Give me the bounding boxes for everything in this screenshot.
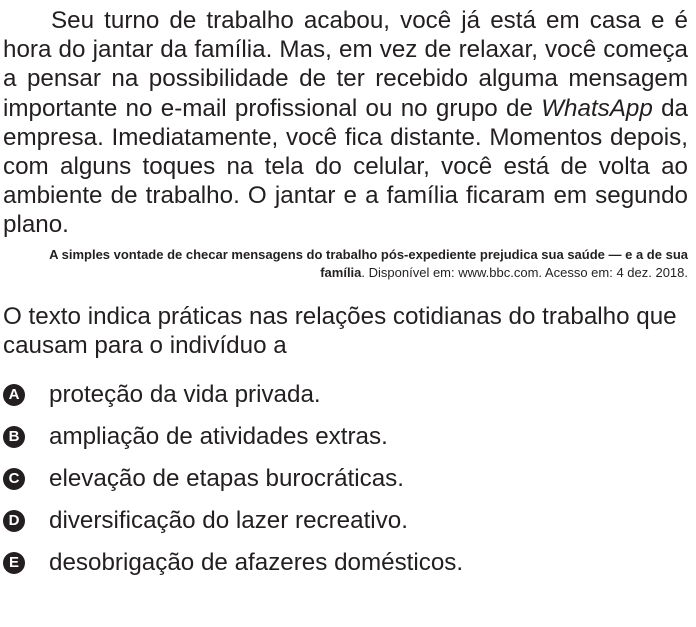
option-letter-badge: A [3,384,25,406]
option-text: diversificação do lazer recreativo. [49,507,408,535]
source-citation [3,246,688,282]
option-a[interactable] [3,374,688,416]
option-c[interactable] [3,458,688,500]
passage-emphasis: WhatsApp [541,94,653,122]
option-letter-badge: D [3,510,25,532]
answer-options [3,374,688,584]
passage-part-1: Seu turno de trabalho acabou, você já está em casa e é hora do jantar da família. Mas, em vez de relaxar, você começa a pensar na possibilidade de ter recebido alguma mensagem importante no e-mail profissional ou no grupo de [3,7,688,122]
source-details: . Disponível em: www.bbc.com. Acesso em: 4 dez. 2018. [361,264,688,280]
option-text: ampliação de atividades extras. [49,423,388,451]
option-letter-badge: C [3,468,25,490]
option-text: desobrigação de afazeres domésticos. [49,549,464,577]
option-letter-badge: E [3,552,25,574]
passage-part-2: da empresa. Imediatamente, você fica distante. Momentos depois, com alguns toques na tela do celular, você está de volta ao ambiente de trabalho. O jantar e a família ficaram em segundo plano. [3,94,688,239]
question-stem: O texto indica práticas nas relações cotidianas do trabalho que causam para o indivíduo a [3,302,677,359]
option-letter-badge: B [3,426,25,448]
source-title: A simples vontade de checar mensagens do trabalho pós-expediente prejudica sua saúde — e a de sua família [49,246,688,280]
option-text: proteção da vida privada. [49,381,321,409]
option-e[interactable] [3,542,688,584]
passage-text [3,6,688,240]
option-d[interactable] [3,500,688,542]
option-b[interactable] [3,416,688,458]
option-text: elevação de etapas burocráticas. [49,465,404,493]
